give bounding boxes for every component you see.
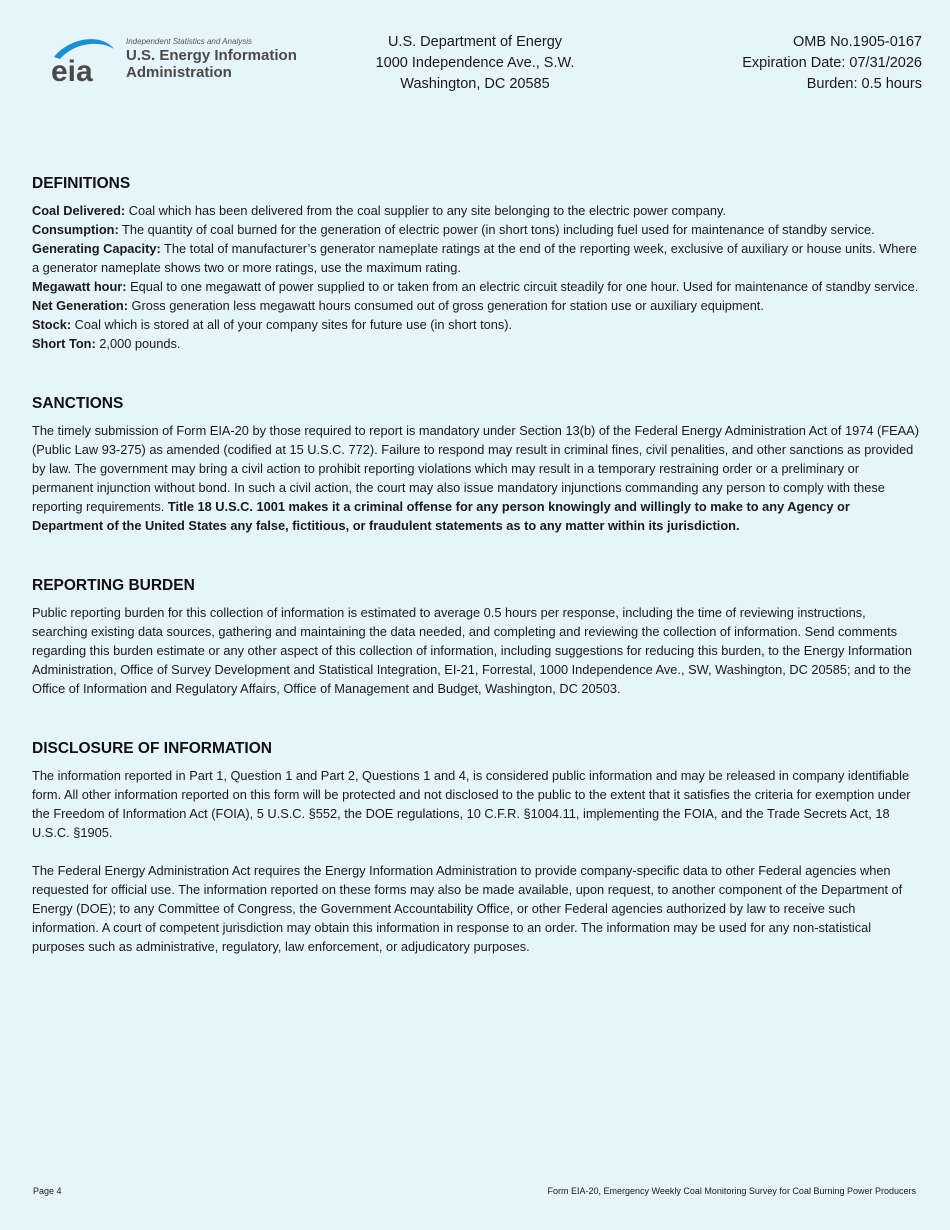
disclosure-section [32, 738, 920, 956]
definition-text: 2,000 pounds. [95, 336, 181, 351]
definition-term: Generating Capacity: [32, 241, 161, 256]
logo-name-line2: Administration [126, 64, 232, 81]
sanctions-text [32, 421, 920, 535]
agency-city: Washington, DC 20585 [400, 76, 550, 92]
logo-tagline: Independent Statistics and Analysis [126, 37, 253, 46]
reporting-burden-title: REPORTING BURDEN [32, 577, 195, 594]
burden-hours: Burden: 0.5 hours [806, 76, 922, 92]
omb-number: OMB No.1905-0167 [793, 34, 922, 50]
definition-text: Coal which is stored at all of your company sites for future use (in short tons). [71, 317, 513, 332]
agency-name: U.S. Department of Energy [387, 34, 563, 50]
logo-mark-text: eia [51, 55, 93, 85]
omb-info [742, 32, 922, 95]
definition-item [32, 334, 920, 353]
page-header [0, 30, 950, 110]
definition-item [32, 277, 920, 296]
definition-term: Consumption: [32, 222, 119, 237]
sanctions-section [32, 393, 920, 535]
eia-logo [50, 35, 320, 85]
definition-term: Net Generation: [32, 298, 128, 313]
form-title: Form EIA-20, Emergency Weekly Coal Monitoring Survey for Coal Burning Power Producers [547, 1186, 916, 1196]
definition-item [32, 239, 920, 277]
disclosure-paragraph-1: The information reported in Part 1, Question 1 and Part 2, Questions 1 and 4, is considered public information and may be released in company identifiable form. All other information reported on this form will be protected and not disclosed to the public to the extent that it satisfies the criteria for exemption under the Freedom of Information Act (FOIA), 5 U.S.C. §552, the DOE regulations, 10 C.F.R. §1004.11, implementing the FOIA, and the Trade Secrets Act, 18 U.S.C. §1905. [32, 768, 911, 840]
definitions-title: DEFINITIONS [32, 175, 131, 192]
definition-text: Gross generation less megawatt hours consumed out of gross generation for station use or auxiliary equipment. [128, 298, 764, 313]
reporting-burden-section [32, 575, 920, 698]
definition-text: Equal to one megawatt of power supplied to or taken from an electric circuit steadily for one hour. Used for maintenance of standby service. [126, 279, 919, 294]
eia-logo-mark-icon [50, 35, 122, 85]
definition-term: Megawatt hour: [32, 279, 127, 294]
definition-text: Coal which has been delivered from the coal supplier to any site belonging to the electric power company. [125, 203, 727, 218]
definition-item [32, 220, 920, 239]
expiration-date: Expiration Date: 07/31/2026 [742, 55, 922, 71]
page-number: Page 4 [33, 1186, 62, 1196]
agency-street: 1000 Independence Ave., S.W. [375, 55, 575, 71]
reporting-burden-text: Public reporting burden for this collection of information is estimated to average 0.5 hours per response, including the time of reviewing instructions, searching existing data sources, gathering and maintaining the data needed, and completing and reviewing the collection of information. Send comments regarding this burden estimate or any other aspect of this collection of information, including suggestions for reducing this burden, to the Energy Information Administration, Office of Survey Development and Statistical Integration, EI-21, Forrestal, 1000 Independence Ave., SW, Washington, DC 20585; and to the Office of Information and Regulatory Affairs, Office of Management and Budget, Washington, DC 20503. [32, 605, 912, 696]
definitions-section [32, 173, 920, 353]
disclosure-paragraph-2: The Federal Energy Administration Act requires the Energy Information Administration to provide company-specific data to other Federal agencies when requested for official use. The information reported on these forms may also be made available, upon request, to another component of the Department of Energy (DOE); to any Committee of Congress, the Government Accountability Office, or other Federal agencies authorized by law to receive such information. A court of competent jurisdiction may obtain this information in response to an order. The information may be used for any non-statistical purposes such as administrative, regulatory, law enforcement, or adjudicatory purposes. [32, 863, 903, 954]
definition-term: Short Ton: [32, 336, 96, 351]
definition-text: The quantity of coal burned for the generation of electric power (in short tons) including fuel used for maintenance of standby service. [118, 222, 875, 237]
definition-text: The total of manufacturer’s generator nameplate ratings at the end of the reporting week, exclusive of auxiliary or house units. Where a generator nameplate shows two or more ratings, use the maximum rating. [32, 241, 917, 275]
sanctions-title: SANCTIONS [32, 395, 124, 412]
disclosure-title: DISCLOSURE OF INFORMATION [32, 740, 272, 757]
page-content [32, 173, 920, 996]
definition-item [32, 201, 920, 220]
sanctions-body: The timely submission of Form EIA-20 by those required to report is mandatory under Section 13(b) of the Federal Energy Administration Act of 1974 (FEAA) (Public Law 93-275) as amended (codified at 15 U.S.C. 772). Failure to respond may result in criminal fines, civil penalities, and other sanctions as provided by law. The government may bring a civil action to prohibit reporting violations which may result in a temporary restraining order or a preliminary or permanent injunction without bond. In such a civil action, the court may also issue mandatory injunctions commanding any person to comply with these reporting requirements. [32, 423, 919, 514]
definition-term: Stock: [32, 317, 72, 332]
sanctions-warning: Title 18 U.S.C. 1001 makes it a criminal offense for any person knowingly and willingly to make to any Agency or Department of the United States any false, fictitious, or fraudulent statements as to any matter within its jurisdiction. [32, 499, 850, 533]
definition-term: Coal Delivered: [32, 203, 126, 218]
definition-item [32, 296, 920, 315]
definition-item [32, 315, 920, 334]
logo-name-line1: U.S. Energy Information [126, 47, 297, 64]
